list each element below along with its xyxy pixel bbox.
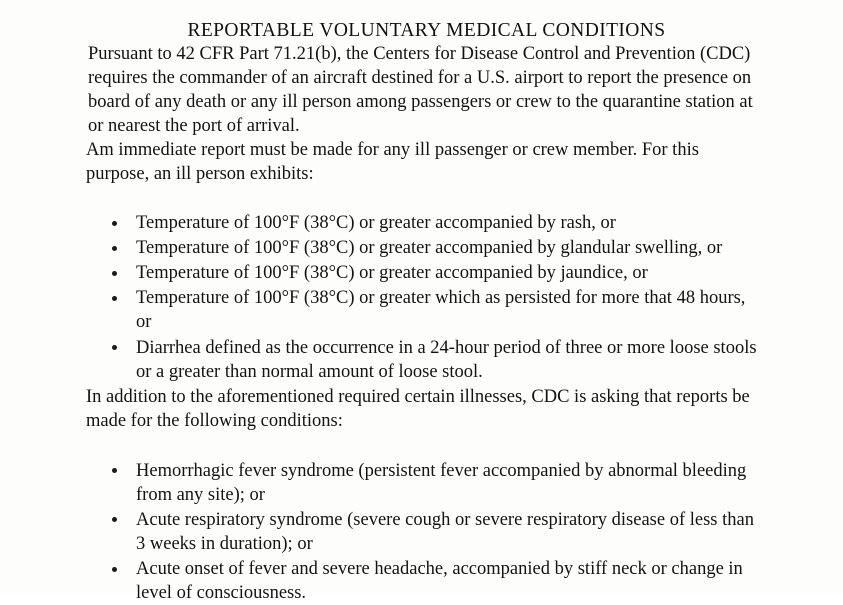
bullet-dot-icon <box>112 468 117 473</box>
page-title: REPORTABLE VOLUNTARY MEDICAL CONDITIONS <box>187 20 666 41</box>
list-item-text: Temperature of 100°F (38°C) or greater accompanied by rash, or <box>136 213 616 234</box>
list-item <box>86 336 757 384</box>
list-item-text: Temperature of 100°F (38°C) or greater accompanied by glandular swelling, or <box>136 238 723 259</box>
bullet-dot-icon <box>112 345 117 350</box>
list-item <box>86 211 757 235</box>
bullet-dot-icon <box>112 517 117 522</box>
document-body <box>0 42 843 605</box>
list-item-text: Temperature of 100°F (38°C) or greater which as persisted for more that 48 hours, or <box>136 288 746 333</box>
list-item <box>86 236 757 260</box>
list-item <box>86 286 757 334</box>
ill-person-criteria-list <box>86 211 757 383</box>
paragraph-intro: Pursuant to 42 CFR Part 71.21(b), the Centers for Disease Control and Prevention (CDC) requires the commander of an aircraft destined for a U.S. airport to report the presence on board of any death or any ill person among passengers or crew to the quarantine station at or nearest the port of arrival. <box>88 44 753 137</box>
list-item-text: Temperature of 100°F (38°C) or greater accompanied by jaundice, or <box>136 263 648 284</box>
bullet-dot-icon <box>112 567 117 572</box>
list-item <box>86 261 757 285</box>
list-item-text: Diarrhea defined as the occurrence in a 24-hour period of three or more loose stools or a greater than normal amount of loose stool. <box>136 337 757 382</box>
list-item <box>86 459 757 507</box>
list-item <box>86 508 757 556</box>
paragraph-immediate-report: Am immediate report must be made for any ill passenger or crew member. For this purpose, an ill person exhibits: <box>86 140 699 185</box>
bullet-dot-icon <box>112 246 117 251</box>
list-item-text: Acute respiratory syndrome (severe cough or severe respiratory disease of less than 3 weeks in duration); or <box>136 509 754 554</box>
bullet-dot-icon <box>112 296 117 301</box>
bullet-dot-icon <box>112 271 117 276</box>
voluntary-conditions-list <box>86 459 757 605</box>
list-item-text: Acute onset of fever and severe headache, accompanied by stiff neck or change in level of consciousness. <box>136 558 743 603</box>
bullet-dot-icon <box>112 221 117 226</box>
list-item-text: Hemorrhagic fever syndrome (persistent fever accompanied by abnormal bleeding from any site); or <box>136 460 747 505</box>
list-item <box>86 557 757 605</box>
paragraph-additional-conditions: In addition to the aforementioned required certain illnesses, CDC is asking that reports be made for the following conditions: <box>86 386 750 431</box>
